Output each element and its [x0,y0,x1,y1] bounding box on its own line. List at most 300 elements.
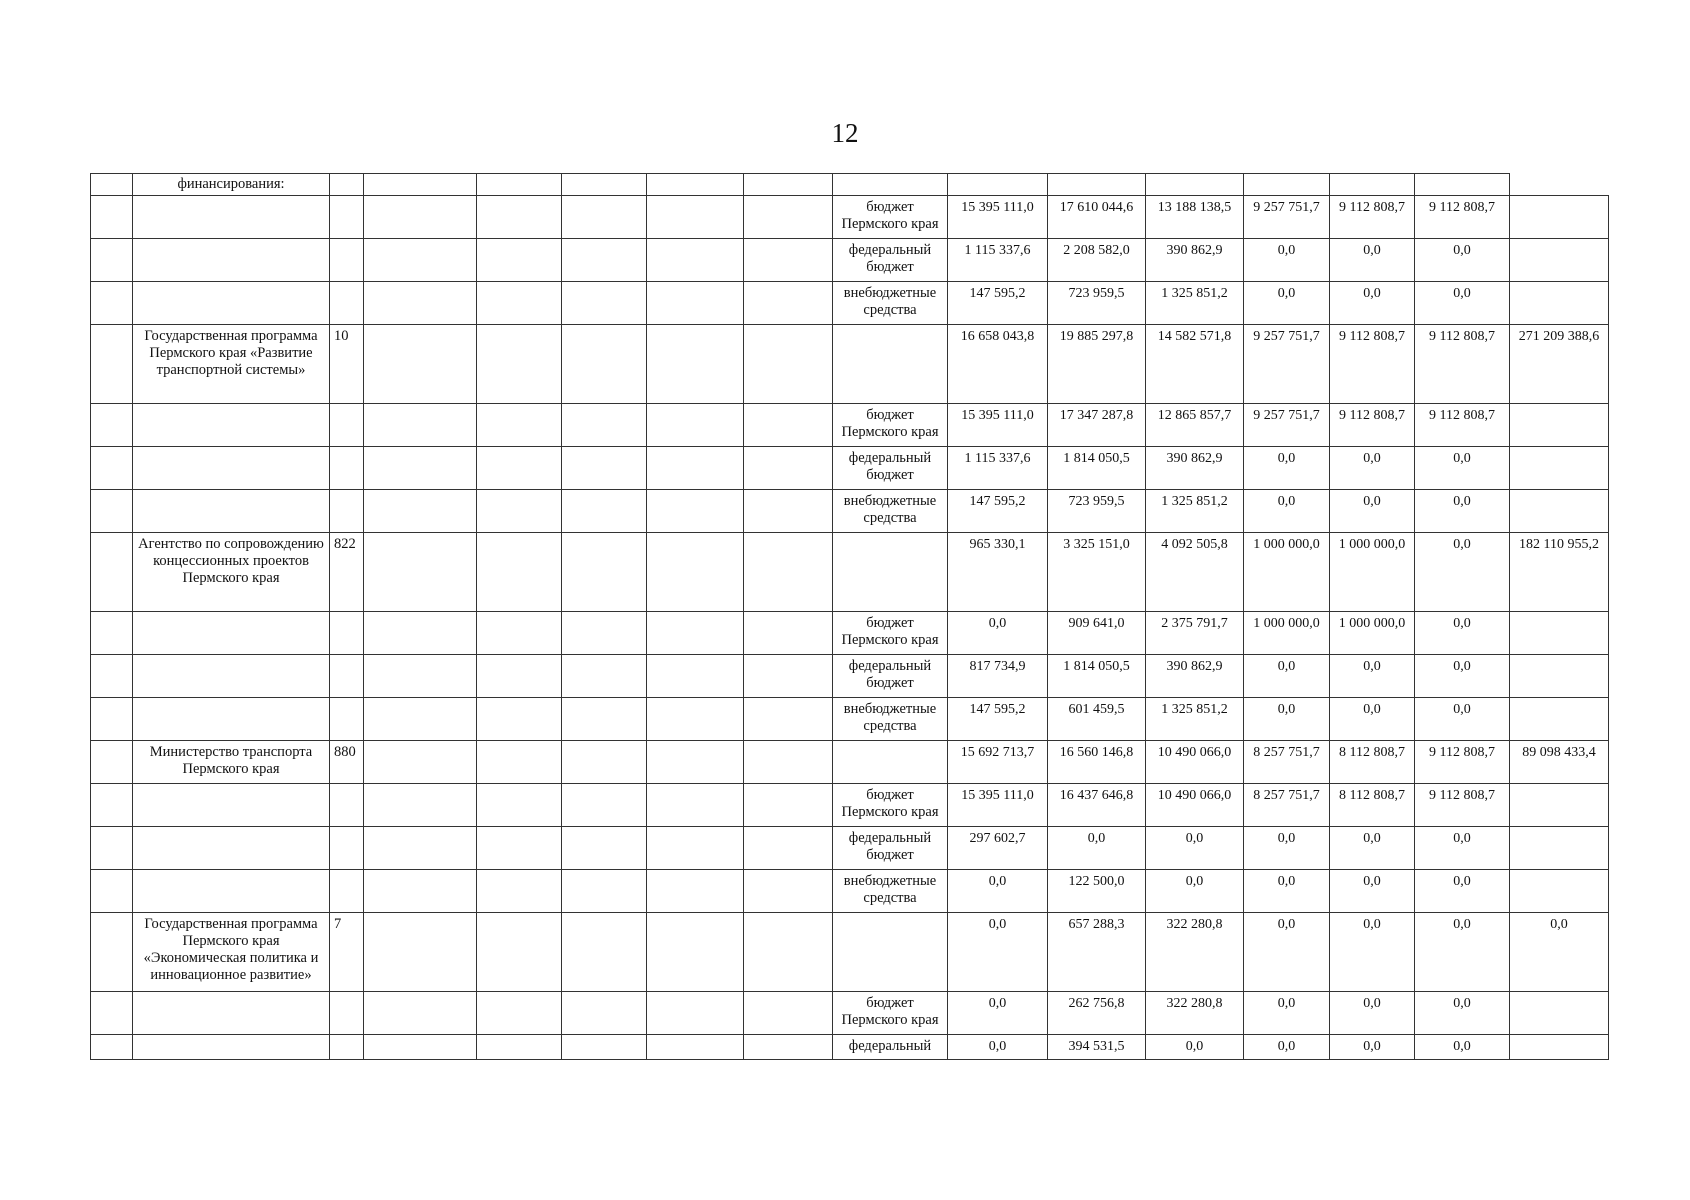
cell-empty [744,827,833,870]
cell-empty [364,827,477,870]
cell-empty [477,1035,562,1060]
value-cell: 0,0 [1330,655,1415,698]
value-cell: 0,0 [1415,282,1510,325]
table-body [91,174,1609,1060]
value-cell: 8 112 808,7 [1330,741,1415,784]
value-cell: 262 756,8 [1048,992,1146,1035]
cell-empty [744,447,833,490]
value-cell: 909 641,0 [1048,612,1146,655]
table-row-source [91,447,1609,490]
value-cell: 0,0 [1244,1035,1330,1060]
value-cell: 13 188 138,5 [1146,196,1244,239]
cell-empty [647,533,744,612]
cell-empty [647,282,744,325]
table-row-source [91,404,1609,447]
cell-empty [562,913,647,992]
value-cell [1510,239,1609,282]
value-cell: 182 110 955,2 [1510,533,1609,612]
cell-empty [364,992,477,1035]
value-cell: 1 115 337,6 [948,239,1048,282]
cell-index [91,784,133,827]
value-cell: 0,0 [1146,827,1244,870]
value-cell: 0,0 [1330,870,1415,913]
cell-value [1244,174,1330,196]
cell-empty [562,698,647,741]
value-cell: 0,0 [1330,1035,1415,1060]
funding-source-cell: внебюджетные средства [833,698,948,741]
cell-empty [562,282,647,325]
value-cell: 9 257 751,7 [1244,325,1330,404]
cell-empty [562,490,647,533]
cell-empty [364,655,477,698]
funding-source-cell: федеральный [833,1035,948,1060]
cell-index [91,239,133,282]
cell-empty [477,533,562,612]
value-cell: 0,0 [1244,490,1330,533]
cell-empty [647,870,744,913]
value-cell: 0,0 [1415,913,1510,992]
cell-empty [477,325,562,404]
cell-index [91,827,133,870]
cell-index [91,533,133,612]
value-cell: 322 280,8 [1146,913,1244,992]
program-code-cell [330,282,364,325]
program-name-cell [133,1035,330,1060]
table-row-program [91,325,1609,404]
financing-table [90,173,1609,1060]
cell-empty [744,612,833,655]
value-cell: 15 395 111,0 [948,196,1048,239]
cell-index [91,655,133,698]
cell-empty [364,870,477,913]
cell-index [91,196,133,239]
value-cell: 122 500,0 [1048,870,1146,913]
program-code-cell: 880 [330,741,364,784]
cell-empty [477,784,562,827]
funding-source-cell: внебюджетные средства [833,870,948,913]
value-cell: 1 000 000,0 [1244,533,1330,612]
cell-index [91,490,133,533]
cell-empty [477,698,562,741]
cell-empty [477,282,562,325]
value-cell: 0,0 [1415,992,1510,1035]
table-row-source [91,282,1609,325]
funding-source-cell: федеральный бюджет [833,239,948,282]
cell-empty [744,698,833,741]
value-cell: 390 862,9 [1146,447,1244,490]
value-cell: 394 531,5 [1048,1035,1146,1060]
cell-index [91,282,133,325]
value-cell: 4 092 505,8 [1146,533,1244,612]
program-code-cell [330,870,364,913]
table-row-source [91,870,1609,913]
value-cell: 8 112 808,7 [1330,784,1415,827]
value-cell: 723 959,5 [1048,490,1146,533]
cell-empty [744,239,833,282]
cell-empty [562,784,647,827]
funding-source-cell: бюджет Пермского края [833,784,948,827]
value-cell: 8 257 751,7 [1244,741,1330,784]
cell-empty [647,447,744,490]
value-cell: 0,0 [1415,447,1510,490]
value-cell: 1 814 050,5 [1048,655,1146,698]
cell-empty [477,741,562,784]
cell-empty [647,992,744,1035]
cell-empty [647,196,744,239]
value-cell: 19 885 297,8 [1048,325,1146,404]
value-cell [1510,196,1609,239]
cell-empty [364,1035,477,1060]
table-row-source [91,239,1609,282]
cell-empty [562,447,647,490]
value-cell: 147 595,2 [948,698,1048,741]
funding-source-cell [833,533,948,612]
value-cell [1510,490,1609,533]
value-cell [1510,447,1609,490]
program-code-cell [330,655,364,698]
program-name-cell [133,612,330,655]
cell-index [91,1035,133,1060]
value-cell: 17 347 287,8 [1048,404,1146,447]
value-cell: 0,0 [1415,533,1510,612]
value-cell: 9 112 808,7 [1415,741,1510,784]
value-cell: 0,0 [1244,698,1330,741]
value-cell [1510,282,1609,325]
value-cell: 0,0 [1244,870,1330,913]
cell-index [91,447,133,490]
table-row-source [91,784,1609,827]
value-cell: 0,0 [1244,447,1330,490]
value-cell: 9 112 808,7 [1415,196,1510,239]
value-cell: 89 098 433,4 [1510,741,1609,784]
value-cell: 0,0 [948,913,1048,992]
cell-empty [744,992,833,1035]
program-code-cell [330,404,364,447]
cell-empty [647,174,744,196]
program-code-cell [330,196,364,239]
cell-empty [364,282,477,325]
program-name-cell [133,784,330,827]
cell-empty [364,239,477,282]
value-cell: 0,0 [1330,992,1415,1035]
cell-empty [477,196,562,239]
cell-value [1146,174,1244,196]
table-row-source [91,698,1609,741]
value-cell: 0,0 [1244,827,1330,870]
funding-source-cell: бюджет Пермского края [833,404,948,447]
program-code-cell [330,784,364,827]
value-cell: 0,0 [1330,913,1415,992]
value-cell: 0,0 [1510,913,1609,992]
value-cell: 1 000 000,0 [1244,612,1330,655]
value-cell: 0,0 [1244,655,1330,698]
value-cell: 0,0 [1330,698,1415,741]
cell-value [1330,174,1415,196]
table-row-source [91,196,1609,239]
program-name-cell [133,698,330,741]
value-cell: 9 112 808,7 [1415,325,1510,404]
value-cell [1510,870,1609,913]
value-cell: 0,0 [1048,827,1146,870]
value-cell [1510,698,1609,741]
table-row-source [91,490,1609,533]
value-cell: 9 257 751,7 [1244,404,1330,447]
value-cell: 0,0 [1415,612,1510,655]
value-cell: 297 602,7 [948,827,1048,870]
value-cell: 8 257 751,7 [1244,784,1330,827]
value-cell: 0,0 [1330,282,1415,325]
program-name-cell [133,404,330,447]
cell-empty [477,447,562,490]
cell-index [91,612,133,655]
funding-source-cell: федеральный бюджет [833,655,948,698]
value-cell: 12 865 857,7 [1146,404,1244,447]
program-name-cell [133,447,330,490]
funding-source-cell [833,325,948,404]
program-code-cell: 822 [330,533,364,612]
program-name-cell [133,282,330,325]
value-cell: 9 112 808,7 [1330,196,1415,239]
value-cell: 1 000 000,0 [1330,612,1415,655]
program-name-cell: Государственная программа Пермского края «Экономическая политика и инновационное развитие» [133,913,330,992]
table-row-program [91,533,1609,612]
value-cell [1510,784,1609,827]
value-cell: 147 595,2 [948,490,1048,533]
value-cell: 0,0 [1330,490,1415,533]
cell-empty [744,784,833,827]
program-name-cell [133,196,330,239]
value-cell: 0,0 [1146,1035,1244,1060]
value-cell: 9 112 808,7 [1330,404,1415,447]
cell-empty [477,655,562,698]
value-cell: 390 862,9 [1146,655,1244,698]
program-code-cell [330,827,364,870]
cell-empty [744,1035,833,1060]
cell-empty [364,404,477,447]
value-cell: 322 280,8 [1146,992,1244,1035]
value-cell: 0,0 [1415,490,1510,533]
value-cell: 15 395 111,0 [948,404,1048,447]
cell-empty [647,784,744,827]
cell-index [91,698,133,741]
cell-empty [477,913,562,992]
program-name-cell: Агентство по сопровождению концессионных проектов Пермского края [133,533,330,612]
cell-empty [562,870,647,913]
cell-empty [364,196,477,239]
funding-source-cell: внебюджетные средства [833,282,948,325]
program-code-cell [330,239,364,282]
value-cell: 1 814 050,5 [1048,447,1146,490]
value-cell: 17 610 044,6 [1048,196,1146,239]
value-cell: 16 658 043,8 [948,325,1048,404]
cell-source [833,174,948,196]
cell-empty [364,490,477,533]
value-cell: 2 208 582,0 [1048,239,1146,282]
value-cell: 0,0 [948,1035,1048,1060]
program-name-cell [133,239,330,282]
value-cell [1510,655,1609,698]
program-code-cell [330,447,364,490]
cell-empty [647,827,744,870]
value-cell: 390 862,9 [1146,239,1244,282]
value-cell: 0,0 [1415,698,1510,741]
value-cell: 1 115 337,6 [948,447,1048,490]
value-cell: 0,0 [1415,1035,1510,1060]
value-cell [1510,827,1609,870]
program-name-cell: Министерство транспорта Пермского края [133,741,330,784]
cell-empty [647,741,744,784]
value-cell: 0,0 [1244,992,1330,1035]
cell-empty [477,490,562,533]
value-cell: 10 490 066,0 [1146,784,1244,827]
cell-empty [364,612,477,655]
cell-empty [562,404,647,447]
funding-source-cell: федеральный бюджет [833,447,948,490]
cell-empty [562,612,647,655]
value-cell [1510,1035,1609,1060]
cell-empty [562,533,647,612]
program-name-cell [133,490,330,533]
value-cell: 0,0 [1415,655,1510,698]
cell-empty [364,533,477,612]
table-row-source [91,1035,1609,1060]
cell-empty [647,490,744,533]
value-cell: 3 325 151,0 [1048,533,1146,612]
program-code-cell [330,698,364,741]
funding-source-cell [833,741,948,784]
cell-value [948,174,1048,196]
value-cell [1510,612,1609,655]
value-cell: 1 325 851,2 [1146,282,1244,325]
value-cell: 0,0 [948,992,1048,1035]
program-name-cell [133,992,330,1035]
cell-empty [744,325,833,404]
value-cell: 0,0 [1330,239,1415,282]
cell-empty [744,282,833,325]
value-cell: 965 330,1 [948,533,1048,612]
value-cell: 0,0 [948,612,1048,655]
cell-empty [562,741,647,784]
funding-source-cell: бюджет Пермского края [833,992,948,1035]
cell-empty [477,827,562,870]
value-cell: 2 375 791,7 [1146,612,1244,655]
cell-empty [562,1035,647,1060]
value-cell: 0,0 [1244,913,1330,992]
cell-empty [364,784,477,827]
cell-empty [744,490,833,533]
table-row-heading [91,174,1609,196]
cell-empty [647,612,744,655]
cell-index [91,741,133,784]
program-name-cell [133,870,330,913]
cell-empty [477,239,562,282]
cell-empty [647,655,744,698]
cell-empty [477,992,562,1035]
cell-empty [562,827,647,870]
value-cell: 0,0 [1146,870,1244,913]
program-code-cell [330,992,364,1035]
value-cell: 0,0 [948,870,1048,913]
value-cell: 9 112 808,7 [1330,325,1415,404]
value-cell: 271 209 388,6 [1510,325,1609,404]
cell-empty [364,913,477,992]
cell-empty [562,992,647,1035]
value-cell: 0,0 [1244,239,1330,282]
value-cell: 0,0 [1330,447,1415,490]
value-cell: 16 437 646,8 [1048,784,1146,827]
cell-empty [647,239,744,282]
funding-source-cell: внебюджетные средства [833,490,948,533]
cell-empty [744,533,833,612]
cell-empty [477,612,562,655]
cell-index [91,404,133,447]
table-row-source [91,655,1609,698]
cell-empty [647,913,744,992]
cell-value [1415,174,1510,196]
cell-empty [562,174,647,196]
funding-source-cell: бюджет Пермского края [833,196,948,239]
cell-empty [562,325,647,404]
cell-empty [364,325,477,404]
program-name-cell [133,827,330,870]
cell-empty [364,741,477,784]
funding-source-cell: федеральный бюджет [833,827,948,870]
cell-empty [744,741,833,784]
cell-code [330,174,364,196]
value-cell: 15 692 713,7 [948,741,1048,784]
program-code-cell [330,612,364,655]
value-cell: 16 560 146,8 [1048,741,1146,784]
program-code-cell [330,1035,364,1060]
value-cell: 1 000 000,0 [1330,533,1415,612]
value-cell [1510,992,1609,1035]
cell-index [91,325,133,404]
cell-empty [364,447,477,490]
funding-source-cell [833,913,948,992]
table-row-source [91,827,1609,870]
value-cell: 0,0 [1415,827,1510,870]
cell-empty [477,174,562,196]
cell-empty [647,698,744,741]
cell-empty [744,655,833,698]
cell-empty [647,325,744,404]
cell-empty [744,870,833,913]
cell-empty [744,404,833,447]
value-cell: 601 459,5 [1048,698,1146,741]
cell-empty [562,655,647,698]
value-cell [1510,404,1609,447]
value-cell: 723 959,5 [1048,282,1146,325]
value-cell: 0,0 [1244,282,1330,325]
program-code-cell: 7 [330,913,364,992]
cell-empty [562,196,647,239]
cell-empty [477,404,562,447]
cell-empty [744,913,833,992]
value-cell: 9 257 751,7 [1244,196,1330,239]
table-row-program [91,741,1609,784]
funding-source-cell: бюджет Пермского края [833,612,948,655]
cell-empty [744,196,833,239]
program-code-cell: 10 [330,325,364,404]
cell-index [91,870,133,913]
cell-index [91,174,133,196]
cell-empty [364,174,477,196]
program-code-cell [330,490,364,533]
cell-index [91,992,133,1035]
value-cell: 657 288,3 [1048,913,1146,992]
table-row-source [91,992,1609,1035]
value-cell: 147 595,2 [948,282,1048,325]
